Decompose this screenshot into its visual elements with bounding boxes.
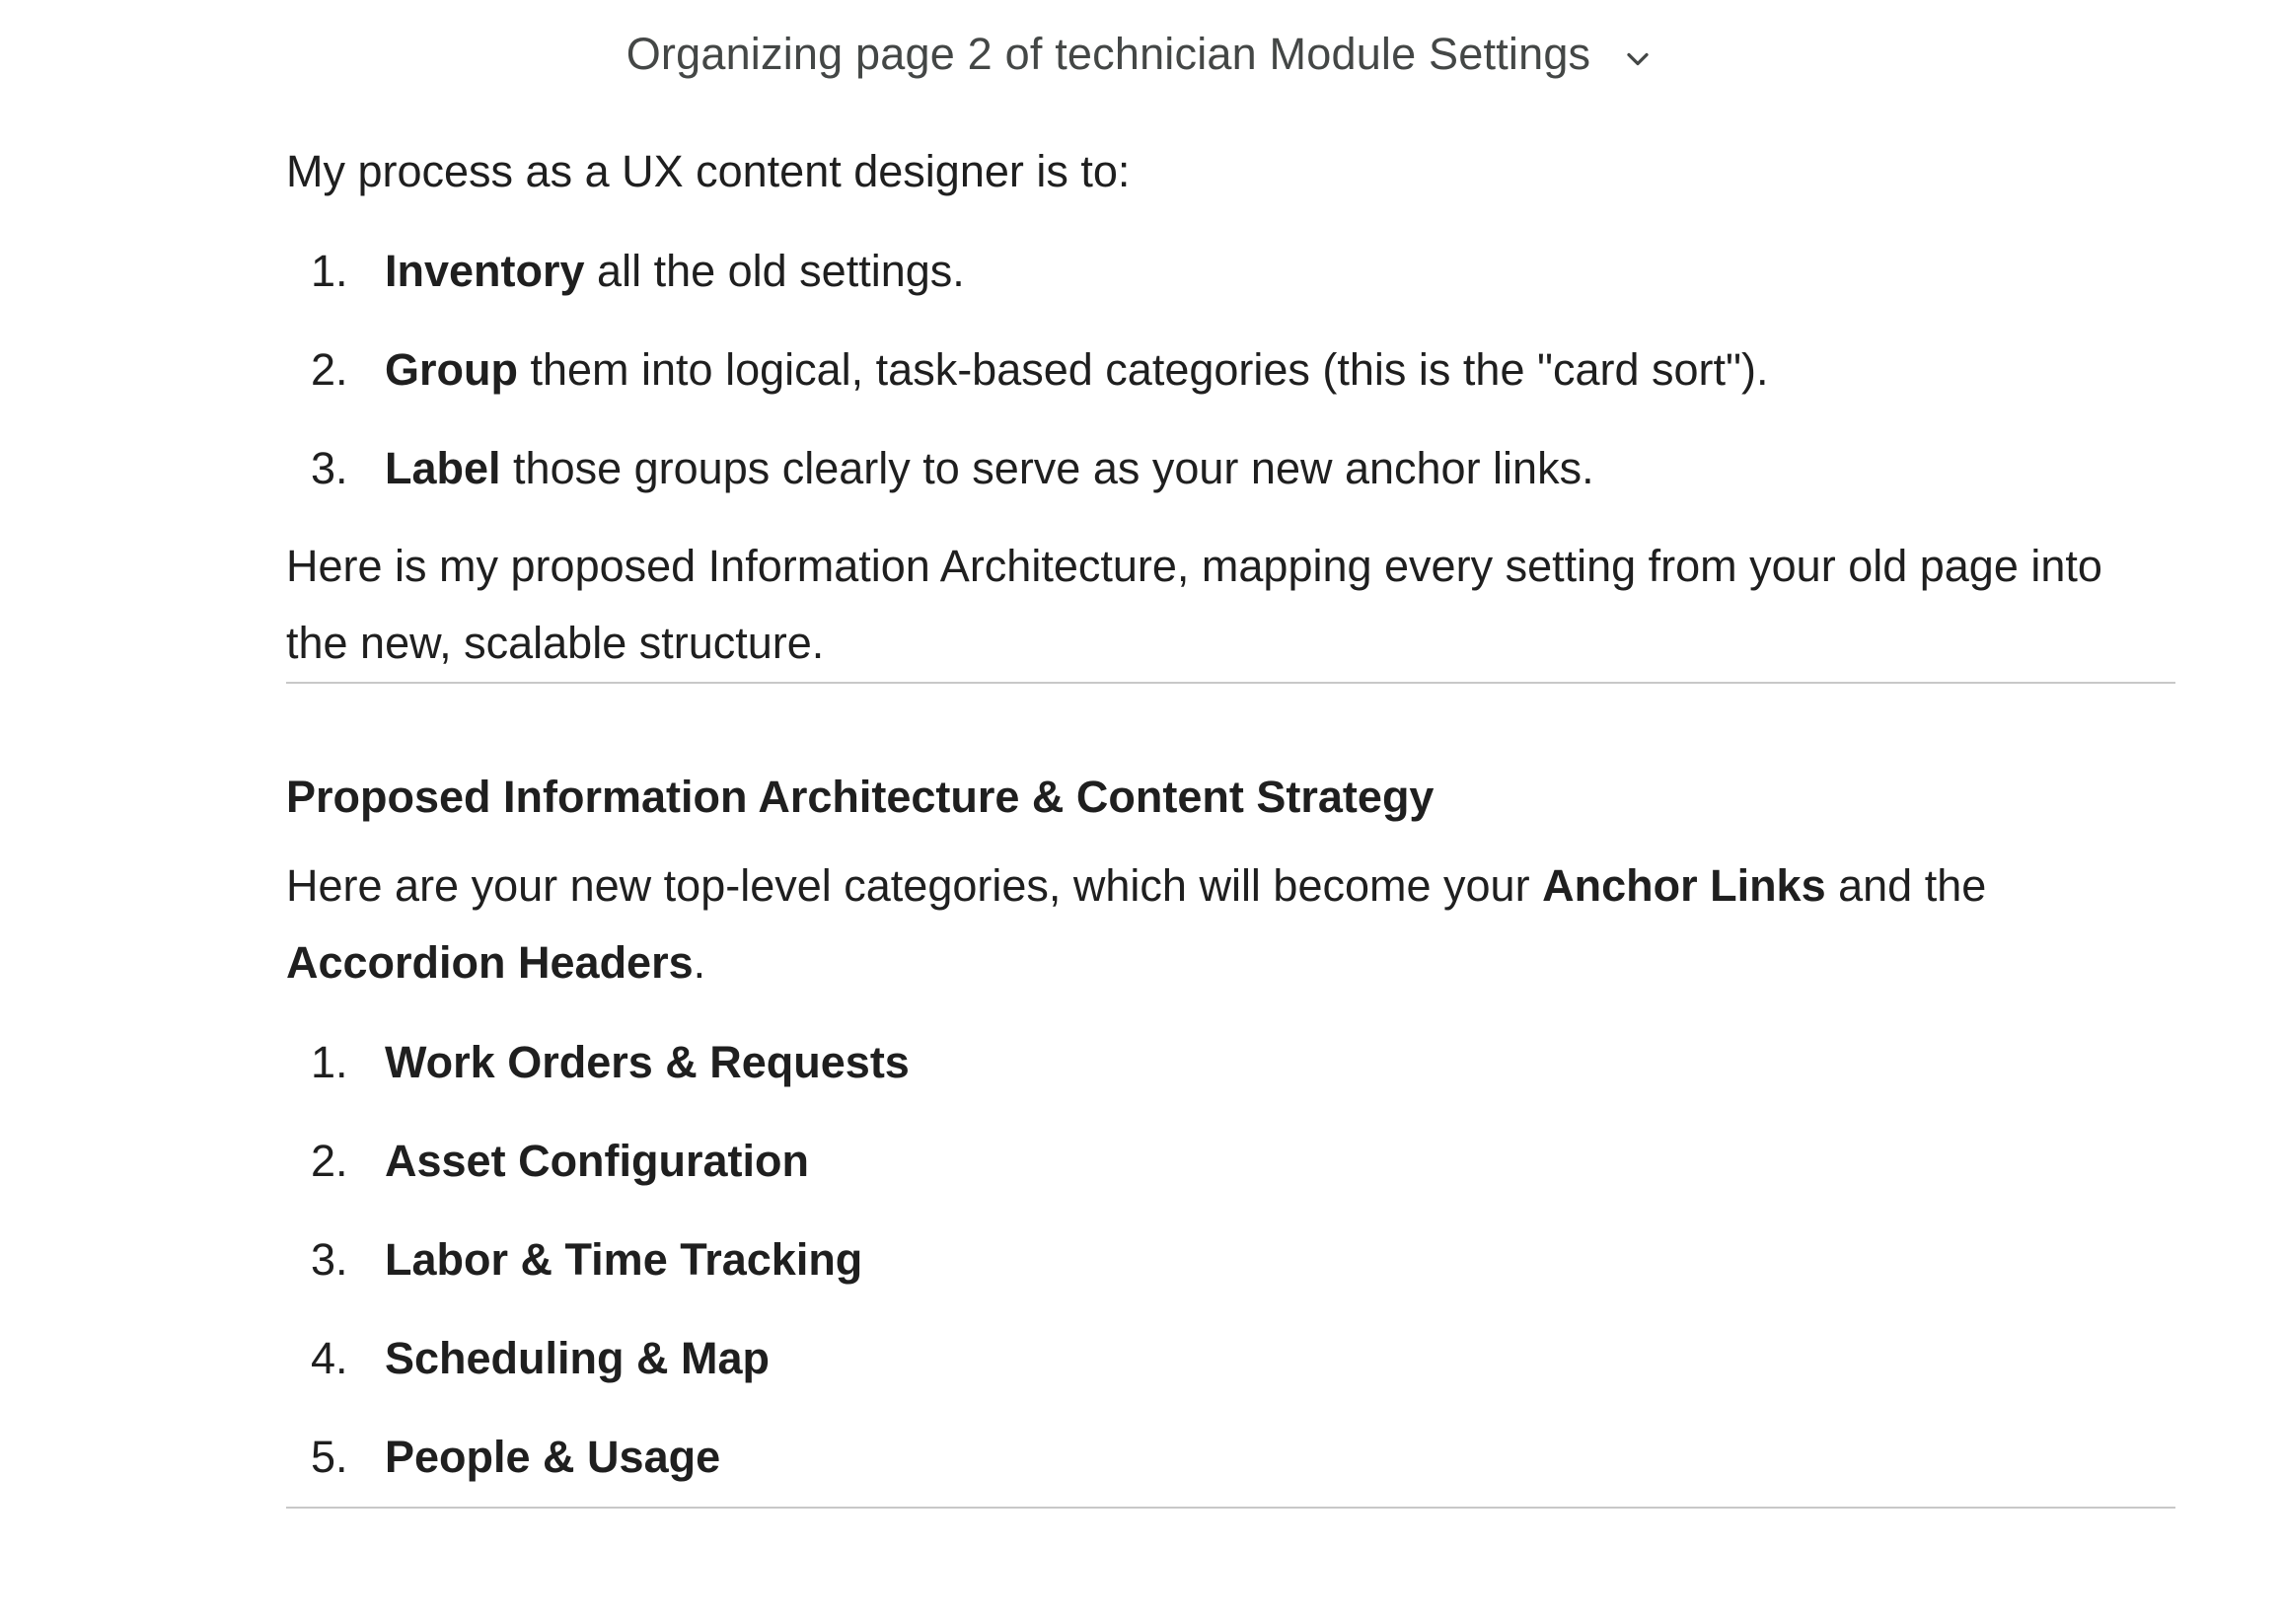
- category-label: People & Usage: [385, 1432, 721, 1482]
- step-description: all the old settings.: [584, 246, 965, 296]
- list-number: 2.: [311, 344, 348, 395]
- section-divider: [286, 682, 2175, 684]
- list-number: 4.: [311, 1333, 348, 1383]
- chevron-down-icon[interactable]: [1620, 37, 1656, 72]
- step-description: those groups clearly to serve as your new anchor links.: [500, 443, 1594, 493]
- list-number: 5.: [311, 1432, 348, 1482]
- list-item-text: [385, 332, 1768, 408]
- list-item: [286, 419, 2175, 518]
- list-number: 1.: [311, 246, 348, 296]
- section-divider: [286, 1507, 2175, 1509]
- process-steps-list: [286, 222, 2175, 518]
- accordion-headers-term: Accordion Headers: [286, 937, 694, 988]
- list-number: 3.: [311, 443, 348, 493]
- list-number: 3.: [311, 1234, 348, 1285]
- categories-list: [286, 1013, 2175, 1507]
- list-item: [286, 1112, 2175, 1211]
- step-keyword: Group: [385, 344, 518, 395]
- step-description: them into logical, task-based categories (this is the "card sort").: [517, 344, 1769, 395]
- list-item: [286, 222, 2175, 321]
- anchor-links-term: Anchor Links: [1542, 860, 1826, 911]
- list-item: [286, 1408, 2175, 1507]
- step-keyword: Inventory: [385, 246, 585, 296]
- category-label: Work Orders & Requests: [385, 1037, 910, 1087]
- list-item: [286, 1309, 2175, 1408]
- conversation-title[interactable]: Organizing page 2 of technician Module Settings: [626, 29, 1591, 79]
- step-keyword: Label: [385, 443, 501, 493]
- list-number: 1.: [311, 1037, 348, 1087]
- intro-paragraph: My process as a UX content designer is to:: [286, 146, 1131, 196]
- architecture-intro-paragraph: Here is my proposed Information Architecture, mapping every setting from your old page into the new, scalable structure.: [286, 541, 2102, 668]
- categories-intro-paragraph: [286, 848, 2175, 1001]
- categories-intro-text: Here are your new top-level categories, which will become your: [286, 860, 1543, 911]
- section-heading: Proposed Information Architecture & Content Strategy: [286, 772, 1435, 822]
- response-content: [286, 133, 2175, 1509]
- category-label: Asset Configuration: [385, 1136, 810, 1186]
- list-item: [286, 321, 2175, 419]
- categories-intro-joiner: and the: [1825, 860, 1987, 911]
- list-item-text: [385, 430, 1594, 507]
- list-item: [286, 1013, 2175, 1112]
- list-number: 2.: [311, 1136, 348, 1186]
- conversation-title-bar[interactable]: [0, 20, 2282, 89]
- category-label: Scheduling & Map: [385, 1333, 771, 1383]
- categories-intro-period: .: [693, 937, 706, 988]
- list-item: [286, 1211, 2175, 1309]
- category-label: Labor & Time Tracking: [385, 1234, 863, 1285]
- list-item-text: [385, 233, 965, 310]
